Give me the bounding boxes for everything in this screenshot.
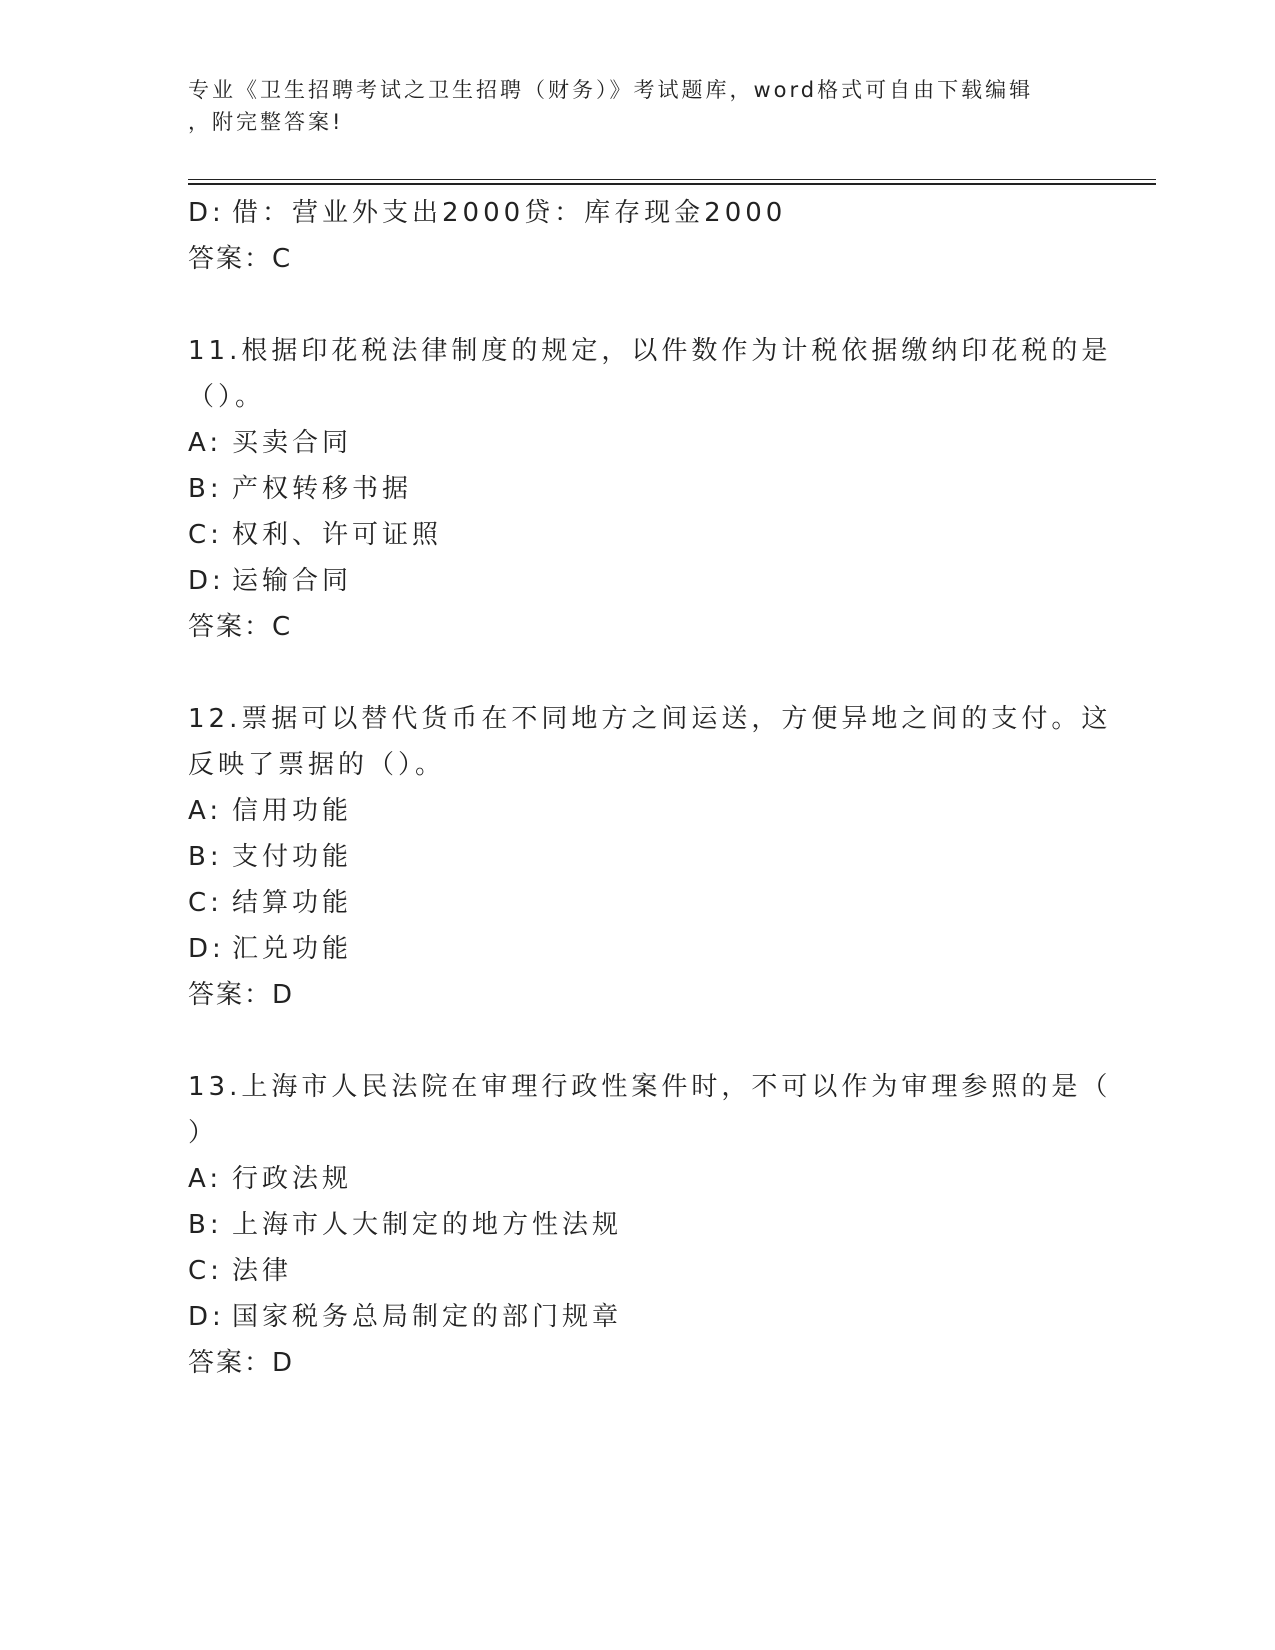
option-c [188, 880, 1088, 926]
option-text: 汇兑功能 [232, 934, 353, 964]
option-text: 运输合同 [232, 566, 353, 596]
prev-answer: 答案：C [188, 244, 293, 274]
header-divider-bottom [188, 183, 1156, 185]
answer: 答案：C [188, 612, 293, 642]
option-b [188, 1202, 1088, 1248]
option-a [188, 1156, 1088, 1202]
option-d [188, 1294, 1088, 1340]
header-divider-top [188, 179, 1156, 180]
option-a [188, 788, 1088, 834]
spacer [188, 282, 1088, 328]
document-header [188, 74, 1088, 138]
option-key: D: [188, 1302, 225, 1332]
option-text: 行政法规 [232, 1164, 353, 1194]
option-key: B: [188, 1210, 223, 1240]
question-text-line-1: 13.上海市人民法院在审理行政性案件时，不可以作为审理参照的是（ [188, 1072, 1112, 1102]
option-key: C: [188, 1256, 223, 1286]
answer: 答案：D [188, 1348, 295, 1378]
option-text: 借：营业外支出2000贷：库存现金2000 [232, 198, 787, 228]
prev-option-d [188, 190, 1088, 236]
option-c [188, 512, 1088, 558]
option-text: 信用功能 [232, 796, 353, 826]
question-content [188, 190, 1112, 1386]
option-text: 权利、许可证照 [232, 520, 443, 550]
option-key: A: [188, 1164, 223, 1194]
option-text: 产权转移书据 [232, 474, 413, 504]
option-d [188, 558, 1088, 604]
question-11 [188, 328, 1112, 650]
option-text: 结算功能 [232, 888, 353, 918]
option-text: 买卖合同 [232, 428, 353, 458]
option-b [188, 466, 1088, 512]
option-key: A: [188, 428, 223, 458]
question-12 [188, 696, 1112, 1018]
question-text-line-1: 12.票据可以替代货币在不同地方之间运送，方便异地之间的支付。这 [188, 704, 1112, 734]
question-text-line-2: 反映了票据的（）。 [188, 750, 446, 780]
option-key: B: [188, 842, 223, 872]
option-a [188, 420, 1088, 466]
question-13 [188, 1064, 1112, 1386]
answer: 答案：D [188, 980, 295, 1010]
option-c [188, 1248, 1088, 1294]
spacer [188, 1018, 1088, 1064]
option-text: 支付功能 [232, 842, 353, 872]
option-key: D: [188, 566, 225, 596]
header-line-2: ，附完整答案! [188, 110, 344, 134]
question-text-line-2: （）。 [188, 382, 266, 412]
option-key: C: [188, 888, 223, 918]
option-key: A: [188, 796, 223, 826]
question-text-line-2: ） [188, 1118, 219, 1148]
option-key: C: [188, 520, 223, 550]
option-d [188, 926, 1088, 972]
spacer [188, 650, 1088, 696]
option-text: 国家税务总局制定的部门规章 [232, 1302, 623, 1332]
question-text-line-1: 11.根据印花税法律制度的规定，以件数作为计税依据缴纳印花税的是 [188, 336, 1112, 366]
option-key: B: [188, 474, 223, 504]
option-text: 上海市人大制定的地方性法规 [232, 1210, 623, 1240]
option-text: 法律 [232, 1256, 293, 1286]
header-line-1: 专业《卫生招聘考试之卫生招聘（财务）》考试题库，word格式可自由下载编辑 [188, 78, 1034, 102]
option-key: D: [188, 198, 225, 228]
option-key: D: [188, 934, 225, 964]
option-b [188, 834, 1088, 880]
